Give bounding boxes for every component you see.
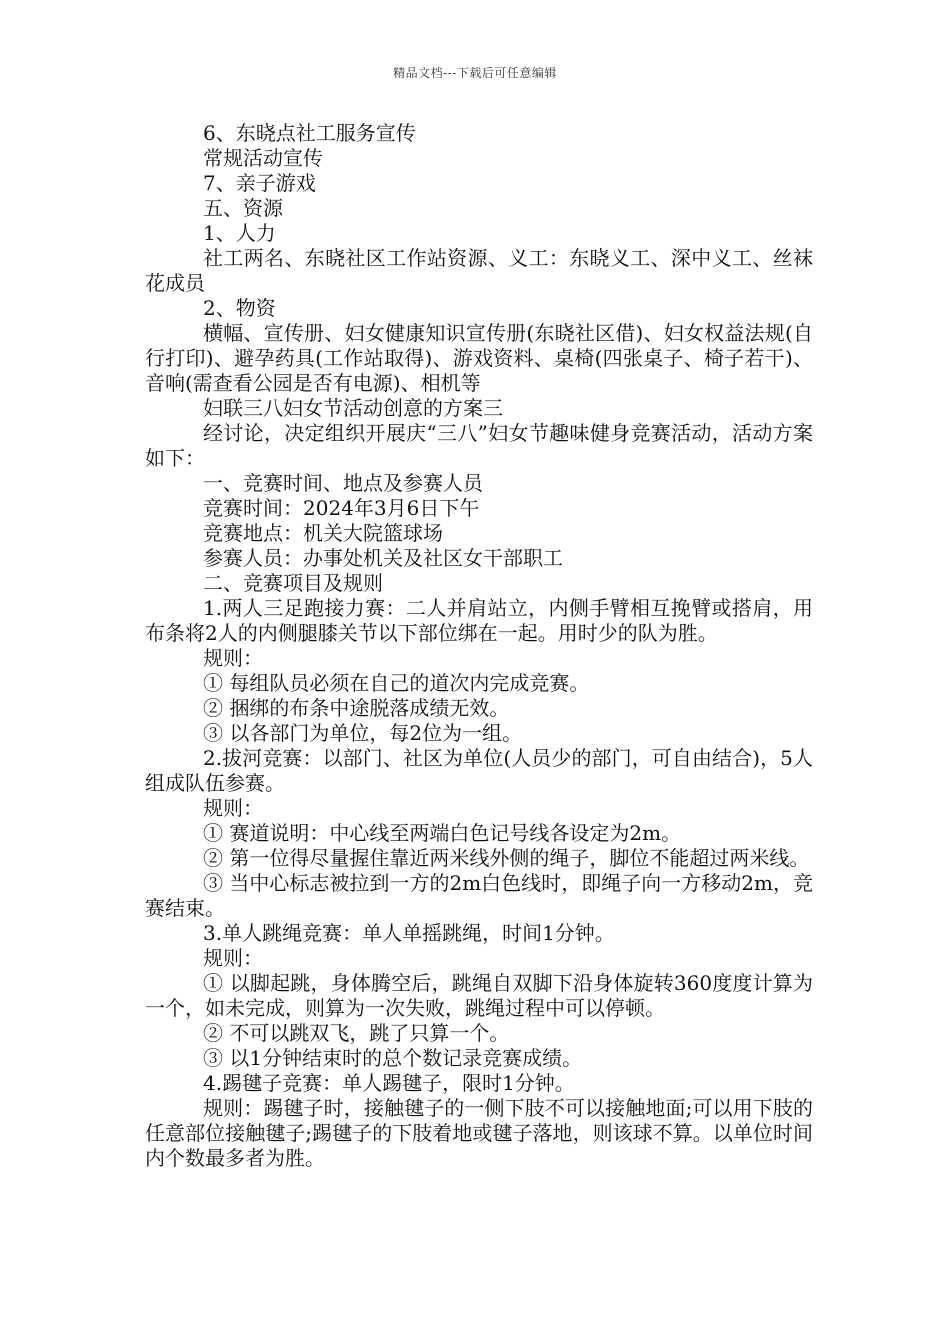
section-heading: 妇联三八妇女节活动创意的方案三 (203, 396, 503, 420)
rule-item: ③ 以1分钟结束时的总个数记录竞赛成绩。 (203, 1046, 583, 1070)
paragraph: 3.单人跳绳竞赛：单人单摇跳绳，时间1分钟。 (203, 921, 615, 945)
section-heading: 五、资源 (203, 196, 283, 220)
rule-item: ① 以脚起跳，身体腾空后，跳绳自双脚下沿身体旋转360度度计算为一个，如未完成，则算为一次失败，跳绳过程中可以停顿。 (145, 971, 813, 1020)
paragraph: 6、东晓点社工服务宣传 (203, 121, 416, 145)
paragraph: 社工两名、东晓社区工作站资源、义工：东晓义工、深中义工、丝袜花成员 (145, 246, 813, 295)
rule-item: ② 不可以跳双飞，跳了只算一个。 (203, 1021, 510, 1045)
rule-item: ② 捆绑的布条中途脱落成绩无效。 (203, 696, 510, 720)
paragraph: 7、亲子游戏 (203, 171, 316, 195)
paragraph: 1.两人三足跑接力赛：二人并肩站立，内侧手臂相互挽臂或搭肩，用布条将2人的内侧腿膝关节以下部位绑在一起。用时少的队为胜。 (145, 596, 813, 645)
section-heading: 一、竞赛时间、地点及参赛人员 (203, 471, 483, 495)
paragraph: 规则：踢毽子时，接触毽子的一侧下肢不可以接触地面;可以用下肢的任意部位接触毽子;踢毽子的下肢着地或毽子落地，则该球不算。以单位时间内个数最多者为胜。 (145, 1096, 813, 1170)
paragraph: 2、物资 (203, 296, 276, 320)
rule-item: ② 第一位得尽量握住靠近两米线外侧的绳子，脚位不能超过两米线。 (203, 846, 810, 870)
paragraph: 2.拔河竞赛：以部门、社区为单位(人员少的部门，可自由结合)，5人组成队伍参赛。 (145, 746, 813, 795)
rule-item: ③ 以各部门为单位，每2位为一组。 (203, 721, 523, 745)
paragraph: 规则： (203, 646, 263, 670)
paragraph: 规则： (203, 946, 263, 970)
paragraph: 竞赛地点：机关大院篮球场 (203, 521, 443, 545)
paragraph: 横幅、宣传册、妇女健康知识宣传册(东晓社区借)、妇女权益法规(自行打印)、避孕药具(工作站取得)、游戏资料、桌椅(四张桌子、椅子若干)、音响(需查看公园是否有电源)、相机等 (145, 321, 813, 395)
document-body (145, 121, 813, 1171)
rule-item: ① 每组队员必须在自己的道次内完成竞赛。 (203, 671, 590, 695)
paragraph: 竞赛时间：2024年3月6日下午 (203, 496, 480, 520)
paragraph: 规则： (203, 796, 263, 820)
section-heading: 二、竞赛项目及规则 (203, 571, 383, 595)
paragraph: 经讨论，决定组织开展庆“三八”妇女节趣味健身竞赛活动，活动方案如下： (145, 421, 813, 470)
paragraph: 1、人力 (203, 221, 276, 245)
paragraph: 常规活动宣传 (203, 146, 323, 170)
rule-item: ① 赛道说明：中心线至两端白色记号线各设定为2m。 (203, 821, 682, 845)
rule-item: ③ 当中心标志被拉到一方的2m白色线时，即绳子向一方移动2m，竞赛结束。 (145, 871, 813, 920)
paragraph: 4.踢毽子竞赛：单人踢毽子，限时1分钟。 (203, 1071, 575, 1095)
paragraph: 参赛人员：办事处机关及社区女干部职工 (203, 546, 563, 570)
page-header: 精品文档---下载后可任意编辑 (393, 66, 557, 80)
